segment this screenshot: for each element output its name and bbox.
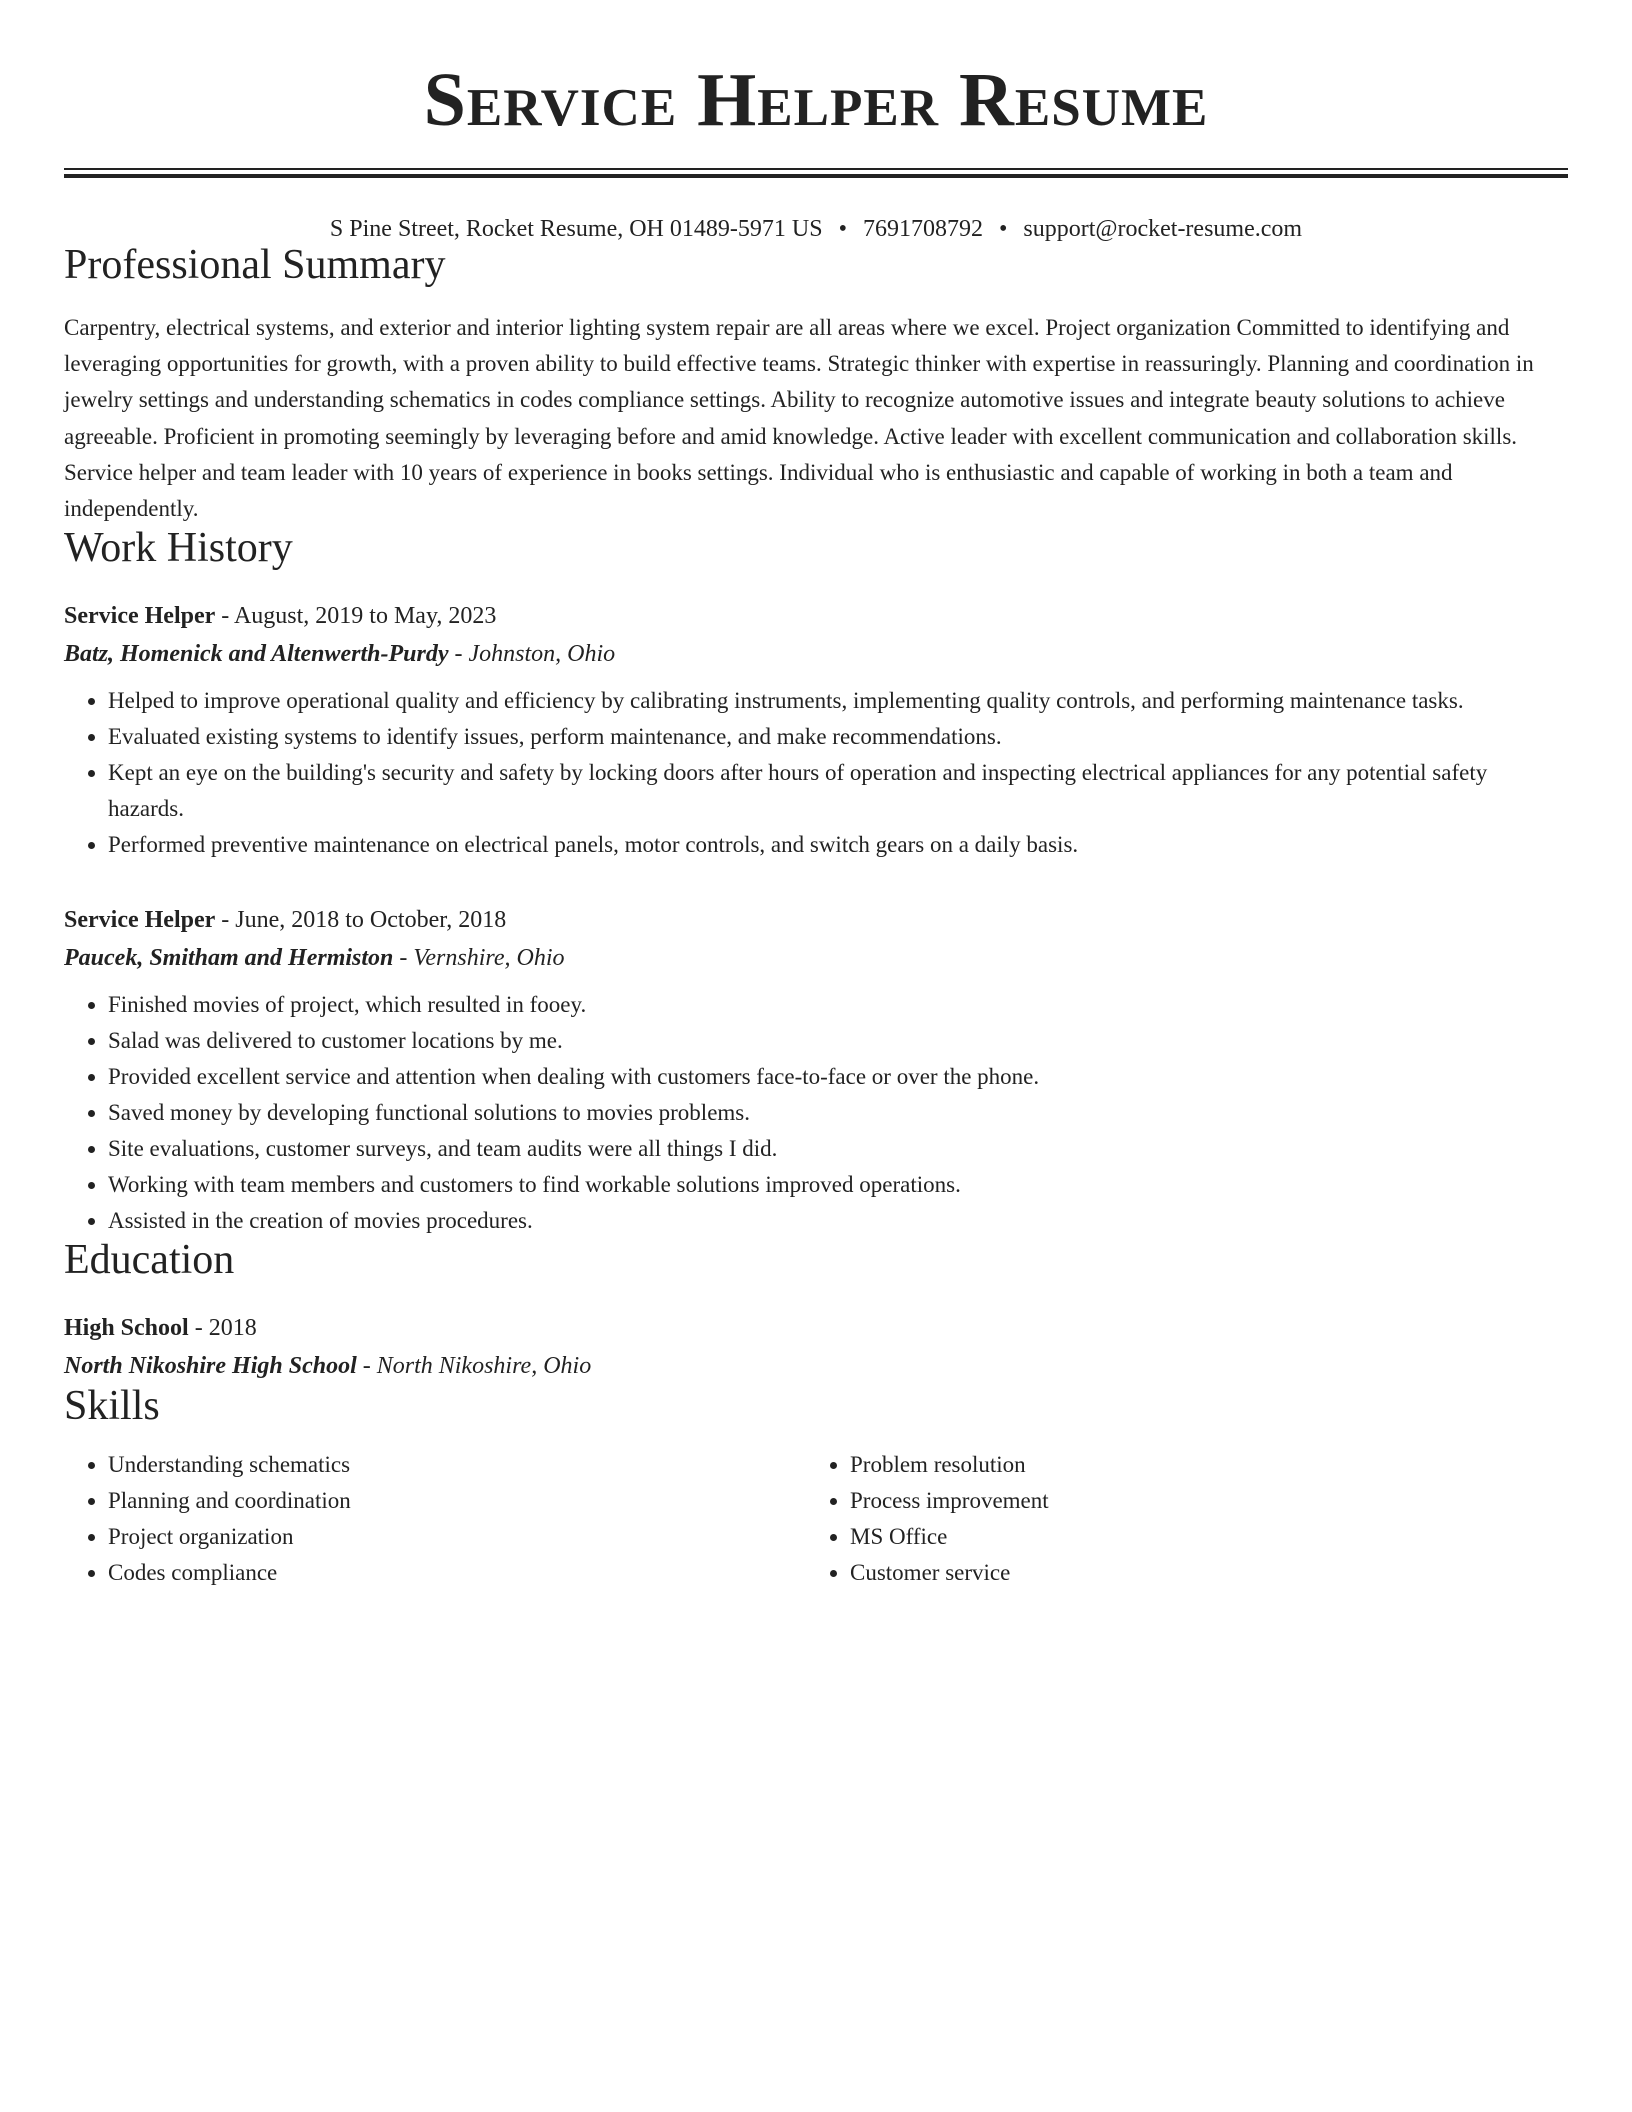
job-entry [64,901,1568,1239]
degree: High School [64,1315,189,1342]
job-bullet: • Performed preventive maintenance on electrical panels, motor controls, and switch gears on a daily basis. [108,827,1568,863]
employer-location: Johnston, Ohio [468,641,616,668]
job-bullet: • Helped to improve operational quality and efficiency by calibrating instruments, implementing quality controls, and performing maintenance tasks. [108,683,1568,719]
job-title-line [64,901,1568,939]
school-name: North Nikoshire High School [64,1353,357,1380]
skill-item: • Understanding schematics [108,1447,806,1483]
resume-page [64,0,1568,1591]
employer-name: Batz, Homenick and Altenwerth-Purdy [64,641,449,668]
skills-list [806,1447,1548,1591]
job-bullet: • Finished movies of project, which resulted in fooey. [108,987,1568,1023]
job-bullet: • Evaluated existing systems to identify issues, perform maintenance, and make recommendations. [108,719,1568,755]
skill-item: • MS Office [850,1519,1548,1555]
dash: - [215,603,234,630]
skill-item: • Problem resolution [850,1447,1548,1483]
job-dates: June, 2018 to October, 2018 [235,907,507,934]
skills-heading: Skills [64,1383,160,1430]
job-bullet: • Salad was delivered to customer locations by me. [108,1023,1568,1059]
skill-item: • Codes compliance [108,1555,806,1591]
dash: - [393,945,414,972]
employer-location: Vernshire, Ohio [413,945,565,972]
skills-list [64,1447,806,1591]
dash: - [188,1315,209,1342]
dash: - [356,1353,377,1380]
work-history-heading: Work History [64,525,293,572]
contact-separator: • [838,216,847,242]
skills-column-right [806,1447,1548,1591]
resume-title: Service Helper Resume [423,58,1209,142]
job-entry [64,597,1568,863]
employer-line [64,635,1568,673]
dash: - [448,641,469,668]
summary-heading: Professional Summary [64,242,446,288]
job-bullet: • Working with team members and customers to find workable solutions improved operations. [108,1167,1568,1203]
job-role: Service Helper [64,603,216,630]
skill-item: • Customer service [850,1555,1548,1591]
job-bullet: • Assisted in the creation of movies procedures. [108,1203,1568,1239]
contact-email: support@rocket-resume.com [1023,216,1303,242]
title-double-rule [64,168,1568,178]
graduation-year: 2018 [208,1315,257,1342]
contact-phone: 7691708792 [862,216,983,242]
job-bullet: • Kept an eye on the building's security and safety by locking doors after hours of operation and inspecting electrical appliances for any potential safety hazards. [108,755,1568,827]
job-bullet: • Saved money by developing functional solutions to movies problems. [108,1095,1568,1131]
job-bullets [64,987,1568,1239]
job-bullets [64,683,1568,863]
dash: - [215,907,236,934]
skills-column-left [64,1447,806,1591]
summary-text: Carpentry, electrical systems, and exterior and interior lighting system repair are all areas where we excel. Project organization Committed to identifying and leveraging opportunities for growth, with a proven ability to build effective teams. Strategic thinker with expertise in reassuringly. Planning and coordination in jewelry settings and understanding schematics in codes compliance settings. Ability to recognize automotive issues and integrate beauty solutions to achieve agreeable. Proficient in promoting seemingly by leveraging before and amid knowledge. Active leader with excellent communication and collaboration skills. Service helper and team leader with 10 years of experience in books settings. Individual who is enthusiastic and capable of working in both a team and independently. [64,315,1534,522]
job-dates: August, 2019 to May, 2023 [233,603,497,630]
skill-item: • Planning and coordination [108,1483,806,1519]
job-bullet: • Provided excellent service and attention when dealing with customers face-to-face or over the phone. [108,1059,1568,1095]
school-location: North Nikoshire, Ohio [376,1353,592,1380]
contact-separator: • [998,216,1008,242]
school-line [64,1347,1568,1385]
degree-line [64,1309,1568,1347]
contact-line [64,214,1568,244]
education-heading: Education [64,1237,235,1284]
contact-address: S Pine Street, Rocket Resume, OH 01489-5971 US [329,216,823,242]
skill-item: • Project organization [108,1519,806,1555]
job-title-line [64,597,1568,635]
job-role: Service Helper [64,907,216,934]
employer-name: Paucek, Smitham and Hermiston [64,945,394,972]
education-entry [64,1309,1568,1385]
employer-line [64,939,1568,977]
job-bullet: • Site evaluations, customer surveys, and team audits were all things I did. [108,1131,1568,1167]
skills-grid [64,1447,1568,1591]
skill-item: • Process improvement [850,1483,1548,1519]
